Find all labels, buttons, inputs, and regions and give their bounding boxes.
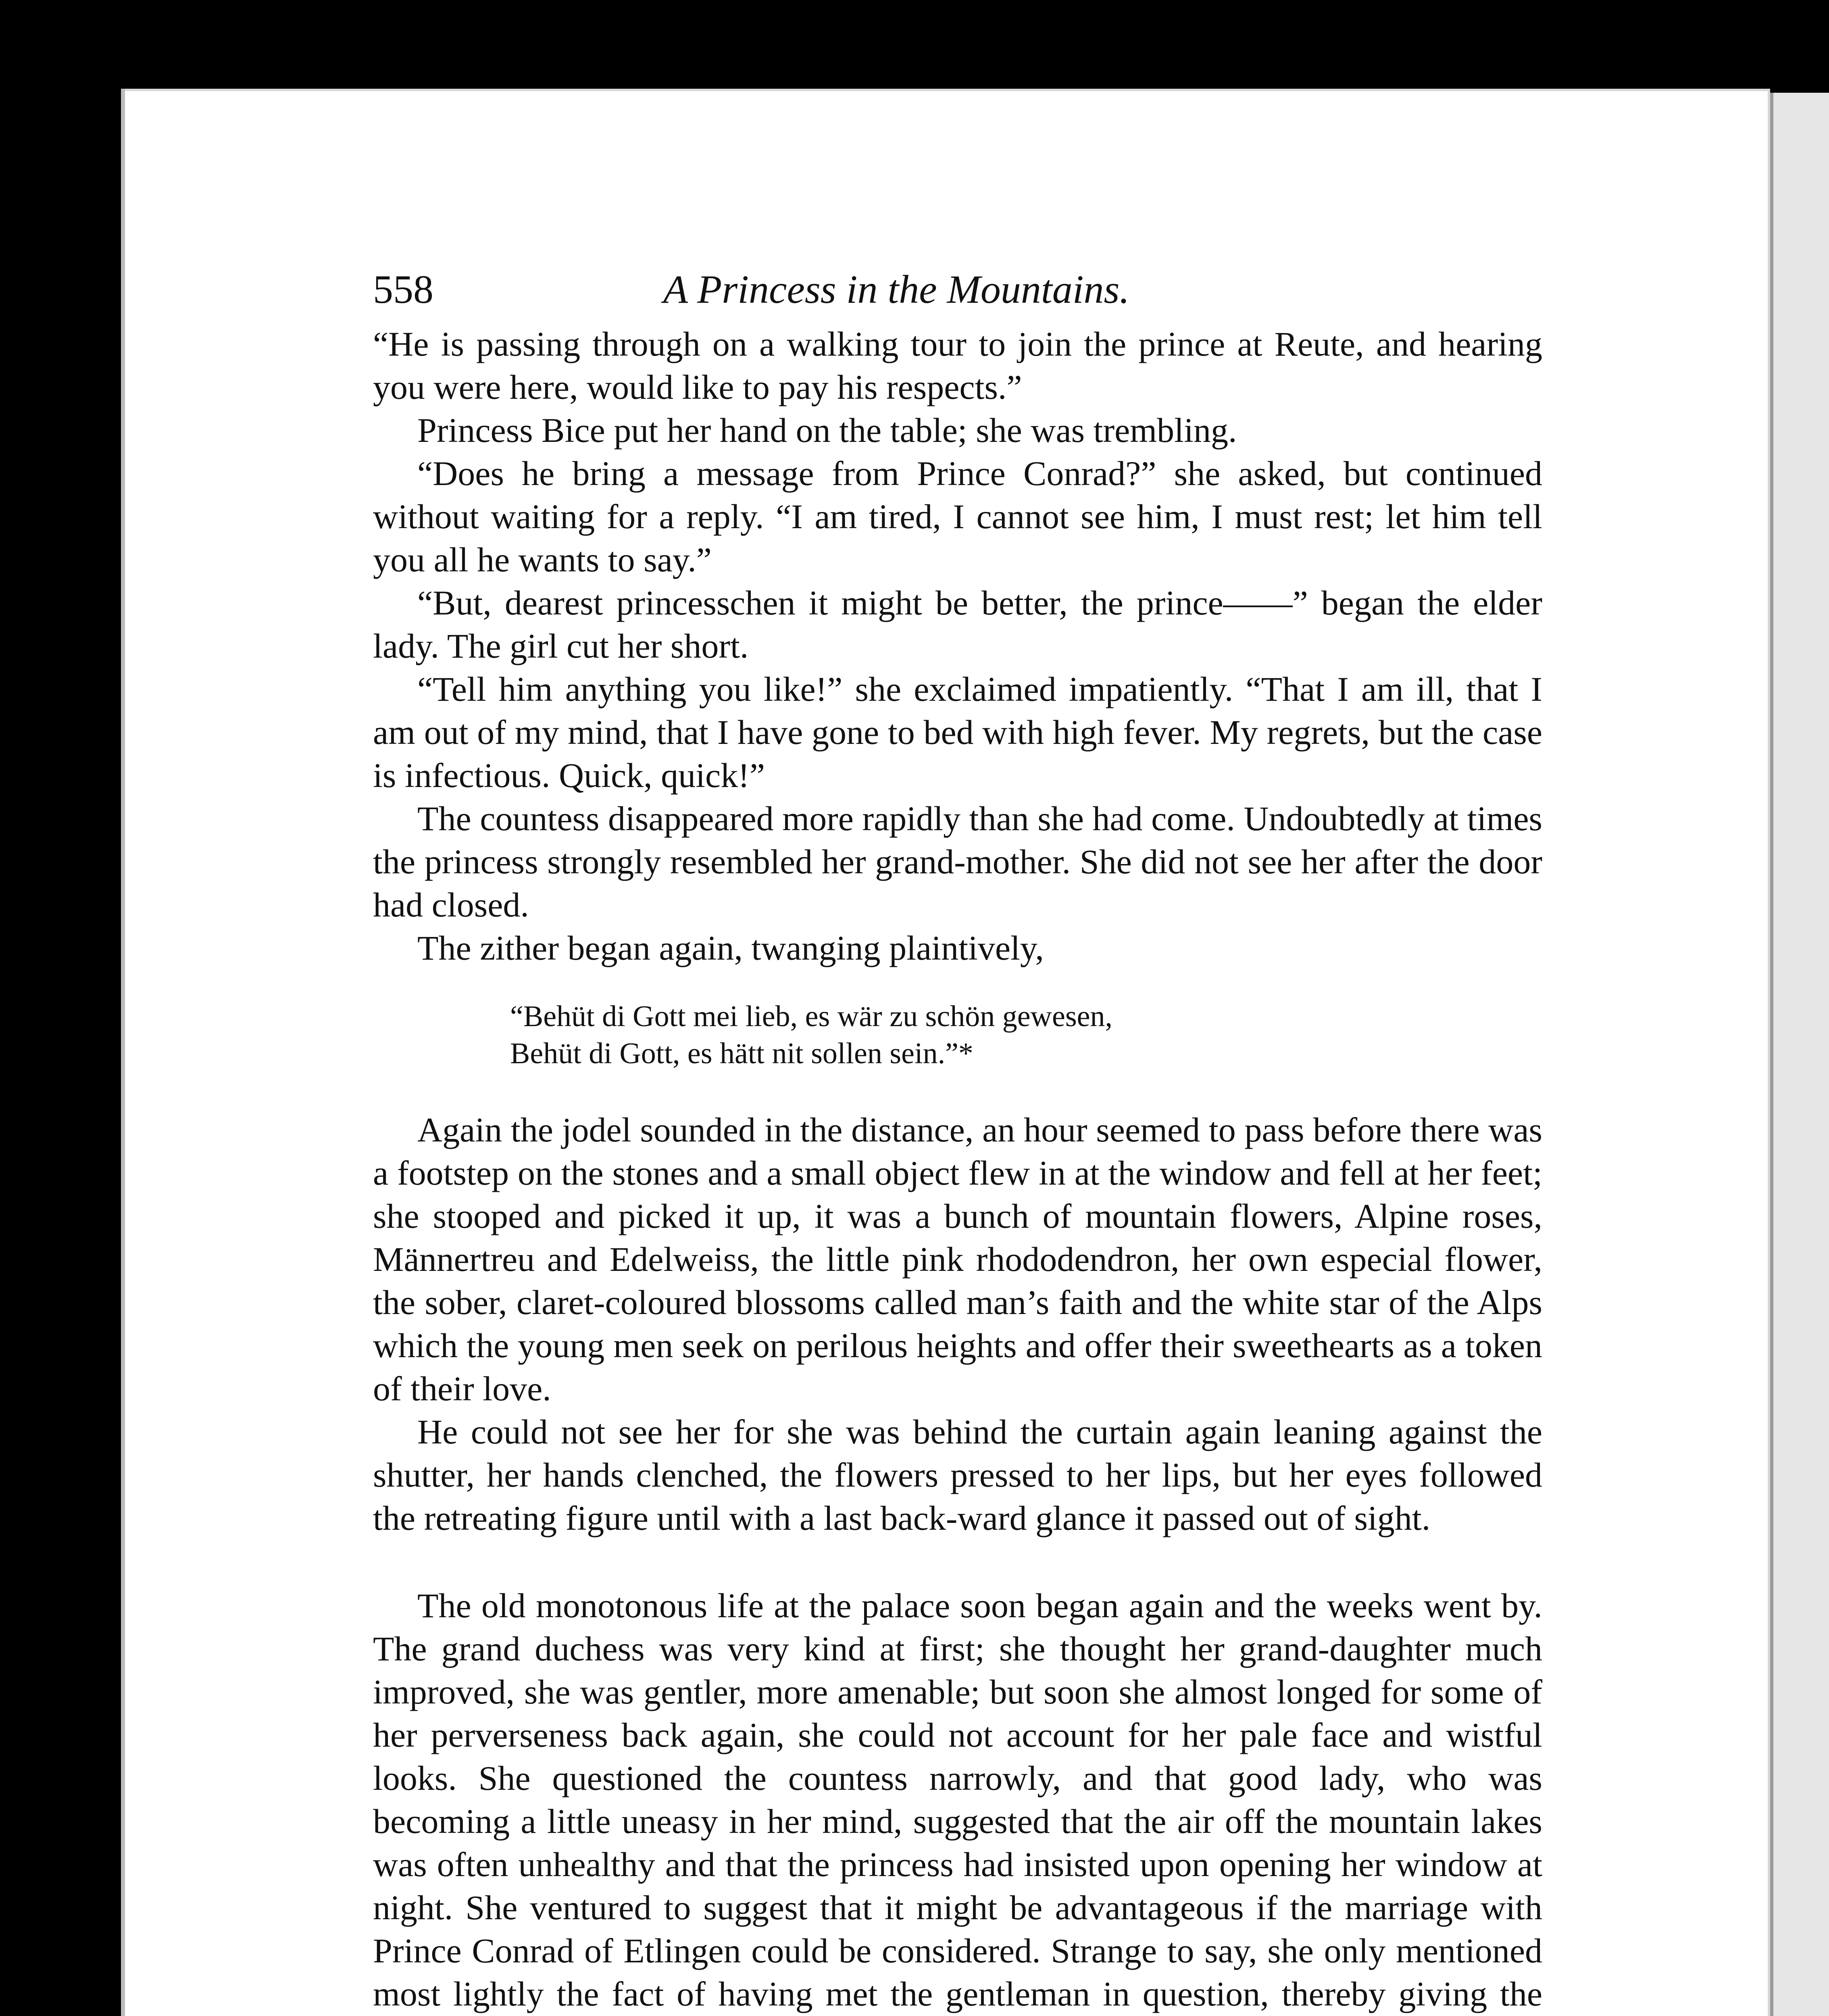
paragraph: The zither began again, twanging plaintively,: [417, 929, 1044, 967]
paragraph: Again the jodel sounded in the distance, an hour seemed to pass before there was a footstep on the stones and a small object flew in at the window and fell at her feet; she stooped and picked it up, it was a bunch of mountain flowers, Alpine roses, Männertreu and Edelweiss, the little pink rhododendron, her own especial flower, the sober, claret-coloured blossoms called man’s faith and the white star of the Alps which the young men seek on perilous heights and offer their sweethearts as a token of their love.: [373, 1110, 1542, 1408]
page-edge-left: [121, 89, 125, 2016]
verse-quote: “Behüt di Gott mei lieb, es wär zu schön gewesen, Behüt di Gott, es hätt nit sollen sein.”*: [510, 1000, 1112, 1070]
paragraph: He could not see her for she was behind the curtain again leaning against the shutter, her hands clenched, the flowers pressed to her lips, but her eyes followed the retreating figure until with a last back-ward glance it passed out of sight.: [373, 1412, 1542, 1537]
next-leaf-edge: [1770, 93, 1829, 2016]
running-title: A Princess in the Mountains.: [663, 267, 1130, 312]
paragraph: “Does he bring a message from Prince Conrad?” she asked, but continued without waiting for a reply. “I am tired, I cannot see him, I must rest; let him tell you all he wants to say.”: [373, 454, 1542, 579]
page-content: [373, 266, 1542, 2016]
paragraph: Princess Bice put her hand on the table; she was trembling.: [417, 411, 1237, 450]
paragraph: The old monotonous life at the palace soon began again and the weeks went by. The grand duchess was very kind at first; she thought her grand-daughter much improved, she was gentler, more amenable; but soon she almost longed for some of her perverseness back again, she could not account for her pale face and wistful looks. She questioned the countess narrowly, and that good lady, who was becoming a little uneasy in her mind, suggested that the air off the mountain lakes was often unhealthy and that the princess had insisted upon opening her window at night. She ventured to suggest that it might be advantageous if the marriage with Prince Conrad of Etlingen could be considered. Strange to say, she only mentioned most lightly the fact of having met the gentleman in question, thereby giving the: [373, 1586, 1542, 2013]
paragraph: “He is passing through on a walking tour to join the prince at Reute, and hearing you were here, would like to pay his respects.”: [373, 325, 1542, 406]
section-break: [373, 1540, 1542, 1584]
page-number: 558: [373, 267, 433, 312]
running-head: [373, 266, 1542, 314]
paragraph: “Tell him anything you like!” she exclaimed impatiently. “That I am ill, that I am out of my mind, that I have gone to bed with high fever. My regrets, but the case is infectious. Quick, quick!”: [373, 670, 1542, 795]
paragraph: The countess disappeared more rapidly than she had come. Undoubtedly at times the princess strongly resembled her grand-mother. She did not see her after the door had closed.: [373, 799, 1542, 924]
paragraph: “But, dearest princesschen it might be better, the prince——” began the elder lady. The girl cut her short.: [373, 583, 1542, 665]
